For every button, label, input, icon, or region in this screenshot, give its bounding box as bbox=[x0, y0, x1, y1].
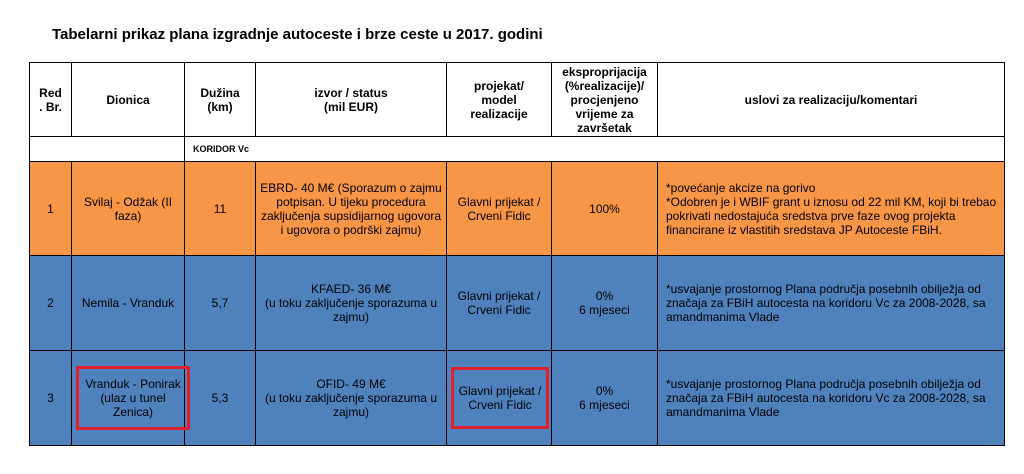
row-num: 2 bbox=[30, 256, 72, 351]
highlight-box-model: Glavni prijekat / Crveni Fidic bbox=[451, 367, 549, 429]
header-project: projekat/ model realizacije bbox=[447, 63, 552, 137]
row-expropriation: 100% bbox=[552, 162, 658, 256]
row-num: 1 bbox=[30, 162, 72, 256]
row-source: EBRD- 40 M€ (Sporazum o zajmu potpisan. U tijeku procedura zaključenja supsidijarnog ugovora i ugovora o podrški zajmu) bbox=[256, 162, 447, 256]
header-length: Dužina (km) bbox=[185, 63, 256, 137]
row-comments: *usvajanje prostornog Plana područja posebnih obilježja od značaja za FBiH autocesta na koridoru Vc za 2008-2028, sa amandmanima Vlade bbox=[658, 256, 1005, 351]
row-expropriation: 0% 6 mjeseci bbox=[552, 256, 658, 351]
header-expropriation: eksproprijacija (%realizacije)/ procjenjeno vrijeme za završetak bbox=[552, 63, 658, 137]
row-num: 3 bbox=[30, 351, 72, 446]
row-section: Svilaj - Odžak (II faza) bbox=[72, 162, 185, 256]
row-section: Nemila - Vranduk bbox=[72, 256, 185, 351]
row-source: OFID- 49 M€ (u toku zaključenje sporazuma u zajmu) bbox=[256, 351, 447, 446]
row-project: Glavni prijekat / Crveni Fidic bbox=[447, 162, 552, 256]
header-comments: uslovi za realizaciju/komentari bbox=[658, 63, 1005, 137]
highlight-box-section: Vranduk - Ponirak (ulaz u tunel Zenica) bbox=[76, 366, 190, 430]
table-row bbox=[30, 162, 1005, 256]
row-length: 11 bbox=[185, 162, 256, 256]
row-source: KFAED- 36 M€ (u toku zaključenje sporazuma u zajmu) bbox=[256, 256, 447, 351]
row-comments: *usvajanje prostornog Plana područja posebnih obilježja od značaja za FBiH autocesta na koridoru Vc za 2008-2028, sa amandmanima Vlade bbox=[658, 351, 1005, 446]
row-comments: *povećanje akcize na gorivo *Odobren je i WBIF grant u iznosu od 22 mil KM, koji bi trebao pokrivati nedostajuća sredstva prve faze ovog projekta financirane iz vlastitih sredstava JP Autoceste FBiH. bbox=[658, 162, 1005, 256]
row-section bbox=[72, 351, 185, 446]
header-num: Red . Br. bbox=[30, 63, 72, 137]
corridor-label: KORIDOR Vc bbox=[185, 137, 1005, 162]
header-source: izvor / status (mil EUR) bbox=[256, 63, 447, 137]
row-project bbox=[447, 351, 552, 446]
row-project: Glavni prijekat / Crveni Fidic bbox=[447, 256, 552, 351]
table-row bbox=[30, 256, 1005, 351]
document-title: Tabelarni prikaz plana izgradnje autoceste i brze ceste u 2017. godini bbox=[52, 26, 543, 43]
row-length: 5,7 bbox=[185, 256, 256, 351]
plan-table bbox=[29, 62, 1005, 446]
table-row bbox=[30, 351, 1005, 446]
header-section: Dionica bbox=[72, 63, 185, 137]
row-length: 5,3 bbox=[185, 351, 256, 446]
row-expropriation: 0% 6 mjeseci bbox=[552, 351, 658, 446]
corridor-row bbox=[30, 137, 1005, 162]
header-row bbox=[30, 63, 1005, 137]
